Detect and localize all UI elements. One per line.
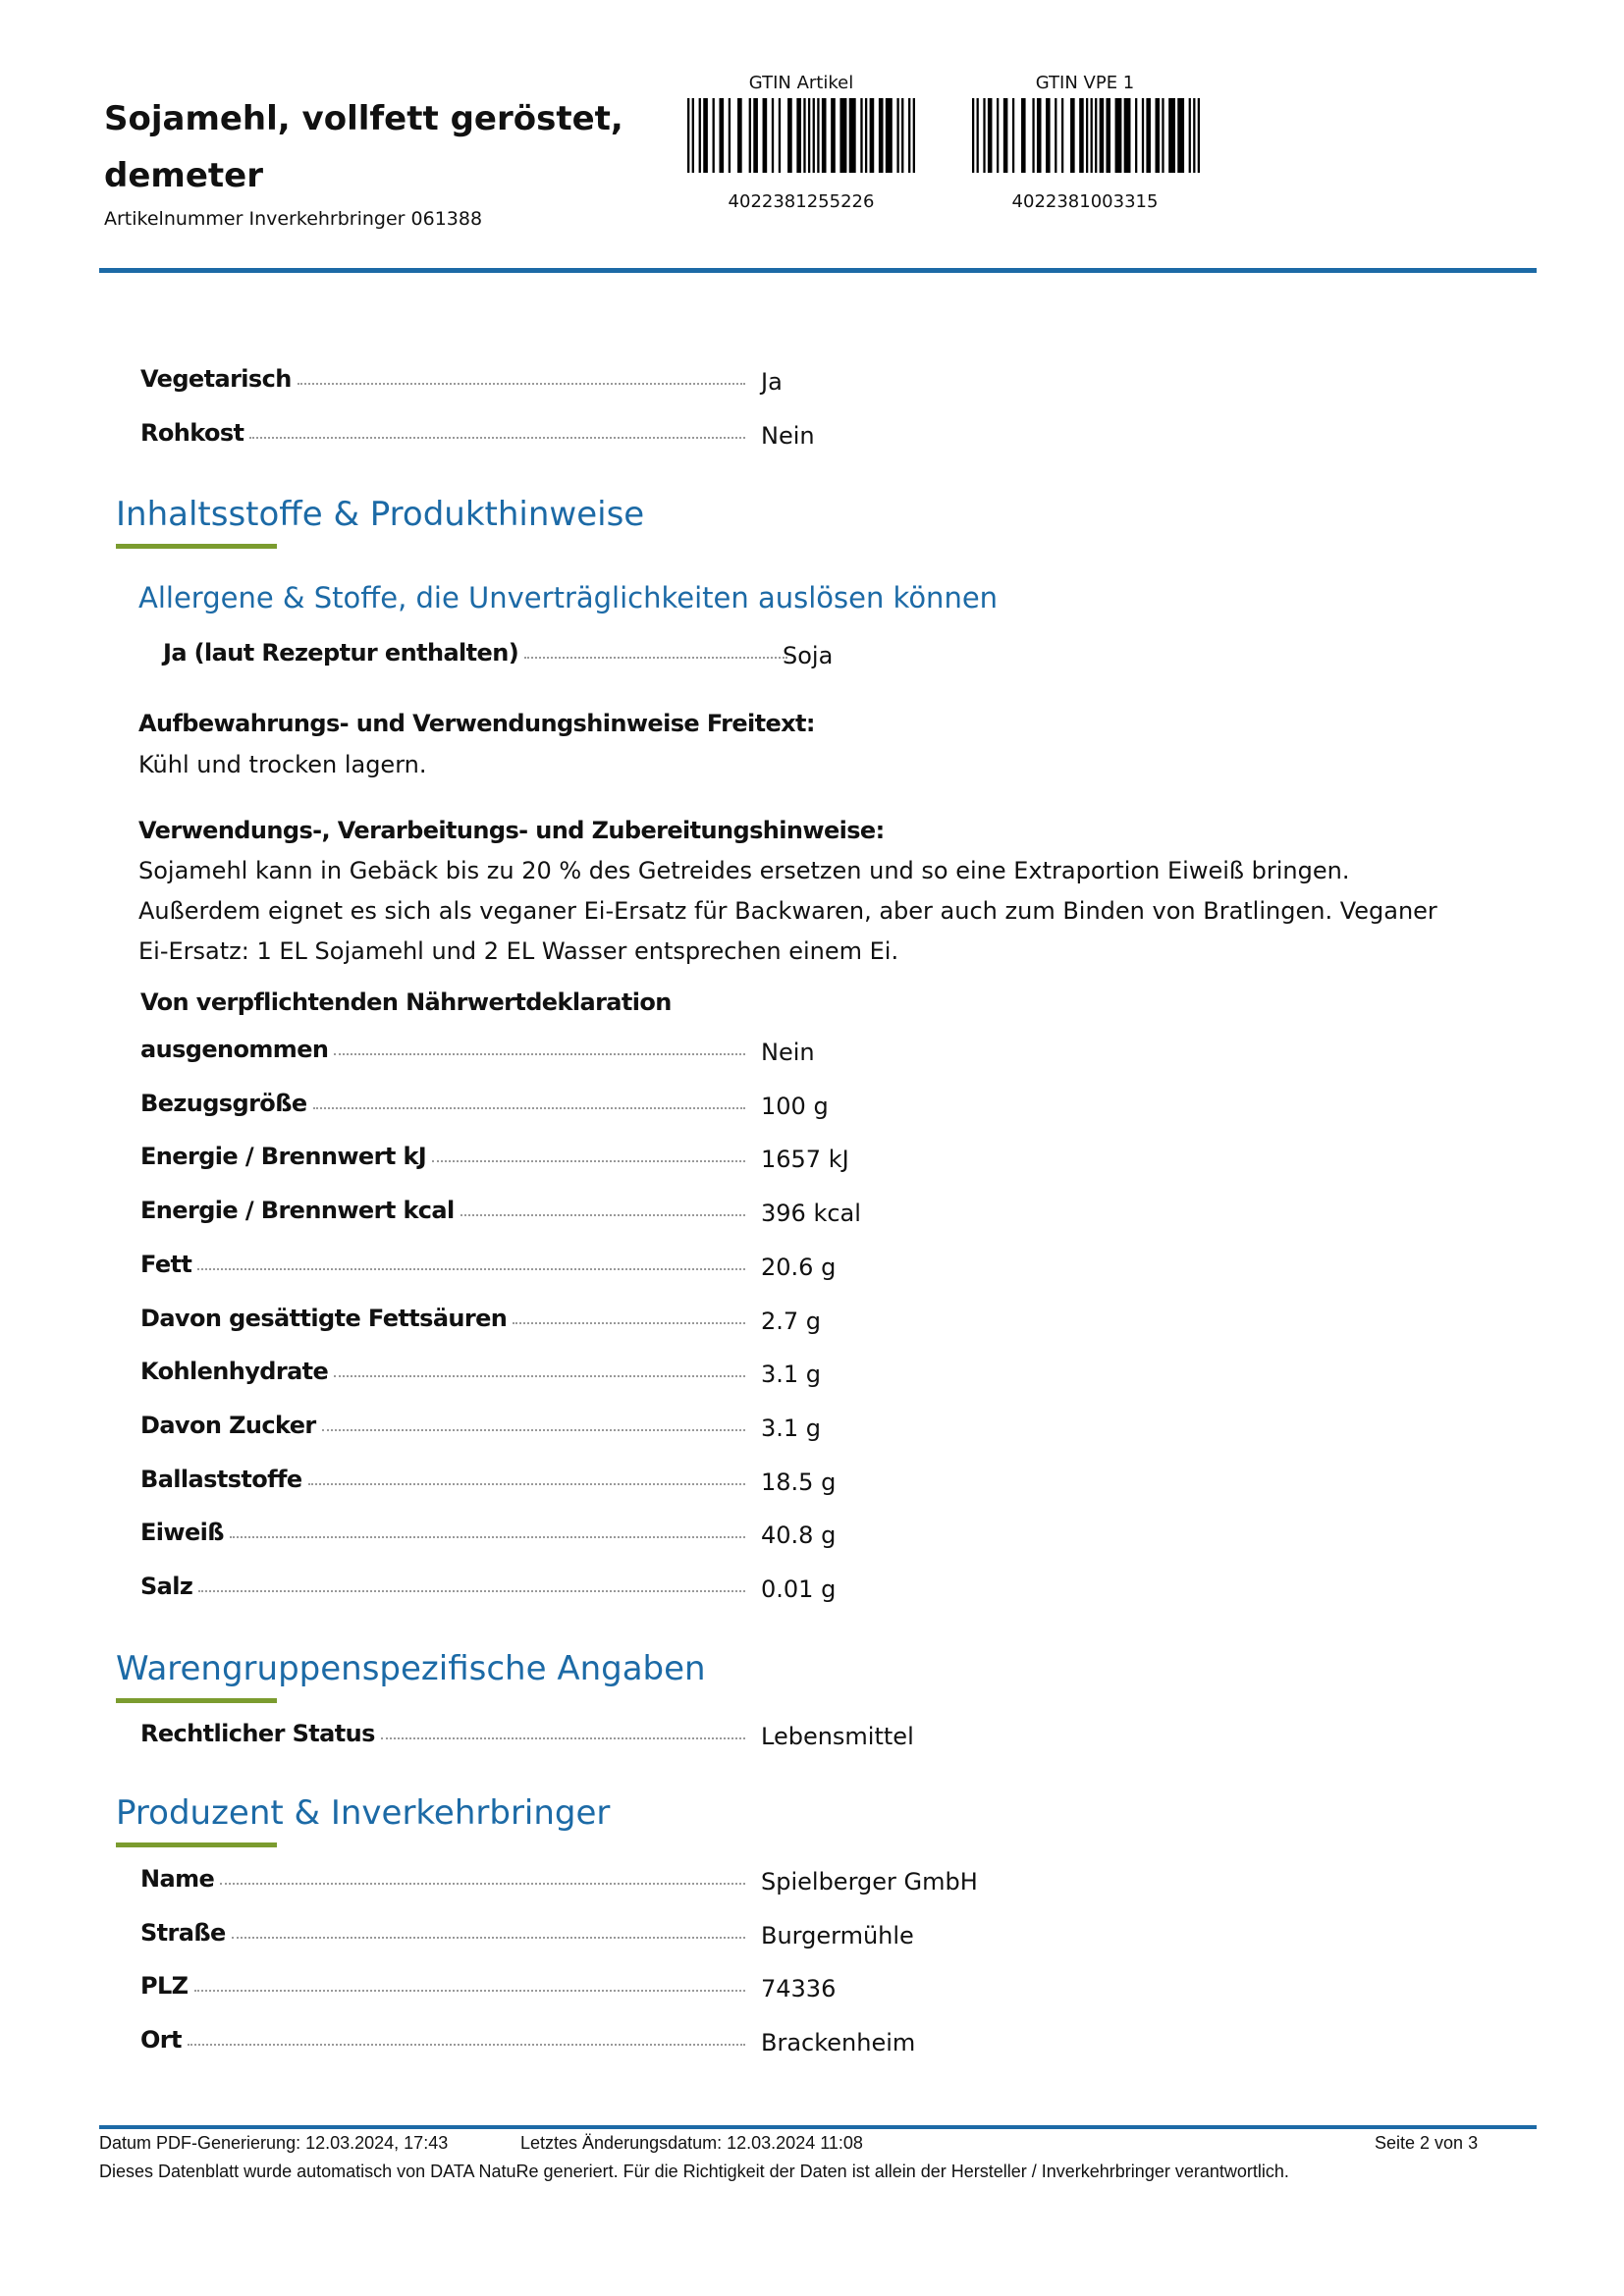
dot-leader (334, 1036, 745, 1055)
data-row (140, 1090, 749, 1125)
allergen-title: Allergene & Stoffe, die Unverträglichkeiten auslösen können (138, 581, 999, 614)
row-value: Brackenheim (761, 2029, 916, 2057)
row-value: Soja (783, 642, 834, 669)
row-label: Energie / Brennwert kcal (140, 1197, 455, 1225)
data-row (140, 1573, 749, 1608)
row-value: 3.1 g (761, 1414, 822, 1442)
row-value: Spielberger GmbH (761, 1868, 978, 1896)
dot-leader (249, 419, 745, 439)
data-row (140, 1519, 749, 1554)
data-row (140, 1358, 749, 1393)
dot-leader (381, 1720, 745, 1739)
dot-leader (220, 1865, 745, 1885)
row-value: 100 g (761, 1092, 829, 1120)
dot-leader (197, 1251, 745, 1270)
row-value: Nein (761, 422, 815, 450)
row-label: Davon gesättigte Fettsäuren (140, 1304, 508, 1332)
article-number: Artikelnummer Inverkehrbringer 061388 (104, 208, 483, 230)
dot-leader (460, 1197, 745, 1216)
gtin-vpe-number: 4022381003315 (1011, 191, 1159, 212)
section-title-group: Warengruppenspezifische Angaben (116, 1649, 706, 1688)
row-value: Lebensmittel (761, 1723, 914, 1750)
row-legal-status (140, 1720, 749, 1755)
row-label: Name (140, 1865, 215, 1893)
data-row (140, 1466, 749, 1501)
dot-leader (513, 1305, 745, 1324)
dot-leader (198, 1573, 745, 1592)
footer-modified: Letztes Änderungsdatum: 12.03.2024 11:08 (520, 2133, 863, 2153)
row-label: Straße (140, 1918, 226, 1947)
usage-text-line: Ei-Ersatz: 1 EL Sojamehl und 2 EL Wasser entsprechen einem Ei. (138, 937, 899, 965)
gtin-article-number: 4022381255226 (728, 191, 875, 212)
dot-leader (230, 1519, 745, 1538)
dot-leader (194, 1972, 746, 1992)
row-value: Burgermühle (761, 1921, 914, 1949)
dot-leader (334, 1358, 745, 1377)
row-label: Ballaststoffe (140, 1465, 302, 1493)
data-row (140, 1197, 749, 1232)
gtin-article-label: GTIN Artikel (748, 73, 854, 93)
row-label: Energie / Brennwert kJ (140, 1143, 427, 1171)
row-label: Bezugsgröße (140, 1089, 307, 1117)
row-value: 20.6 g (761, 1253, 837, 1281)
dot-leader (322, 1412, 745, 1431)
dot-leader (432, 1143, 745, 1162)
nutrition-exempt-label: Von verpflichtenden Nährwertdeklaration (140, 988, 672, 1016)
section-underline (116, 544, 277, 549)
data-row (140, 2026, 749, 2061)
dot-leader (313, 1090, 745, 1109)
storage-heading: Aufbewahrungs- und Verwendungshinweise Freitext: (138, 710, 815, 737)
product-title-line2: demeter (104, 156, 263, 195)
row-value: 1657 kJ (761, 1146, 849, 1174)
row-label: Salz (140, 1573, 193, 1600)
usage-text-line: Sojamehl kann in Gebäck bis zu 20 % des Getreides ersetzen und so eine Extraportion Eiweiß bringen. (138, 857, 1350, 884)
row-value: 0.01 g (761, 1575, 837, 1603)
storage-text: Kühl und trocken lagern. (138, 751, 427, 778)
row-value: Nein (761, 1039, 815, 1066)
row-label: Eiweiß (140, 1519, 224, 1547)
row-label: PLZ (140, 1972, 189, 2001)
row-value: 40.8 g (761, 1522, 837, 1550)
data-row (140, 1251, 749, 1286)
data-row (140, 1305, 749, 1340)
row-label: Rohkost (140, 419, 244, 447)
row-vegetarisch (140, 365, 749, 400)
row-value: 18.5 g (761, 1468, 837, 1496)
data-row (140, 1865, 749, 1900)
data-row (140, 1972, 749, 2007)
row-value: 3.1 g (761, 1361, 822, 1389)
footer-disclaimer: Dieses Datenblatt wurde automatisch von DATA NatuRe generiert. Für die Richtigkeit der Daten ist allein der Hersteller / Inverkehrbringer verantwortlich. (99, 2162, 1289, 2181)
row-label: Davon Zucker (140, 1411, 316, 1439)
row-allergen (163, 639, 791, 674)
dot-leader (188, 2026, 745, 2046)
row-rohkost (140, 419, 749, 454)
row-label: Ja (laut Rezeptur enthalten) (163, 639, 519, 667)
dot-leader (308, 1466, 745, 1485)
data-row (140, 1919, 749, 1954)
section-title-ingredients: Inhaltsstoffe & Produkthinweise (116, 495, 645, 534)
footer-generated: Datum PDF-Generierung: 12.03.2024, 17:43 (99, 2133, 449, 2153)
dot-leader (232, 1919, 745, 1939)
usage-text-line: Außerdem eignet es sich als veganer Ei-Ersatz für Backwaren, aber auch zum Binden von Bratlingen. Veganer (138, 897, 1437, 925)
row-value: 2.7 g (761, 1307, 822, 1335)
gtin-article-barcode (687, 98, 915, 173)
section-title-producer: Produzent & Inverkehrbringer (116, 1793, 611, 1833)
gtin-vpe-label: GTIN VPE 1 (1035, 73, 1135, 93)
data-row (140, 1036, 749, 1071)
row-value: Ja (761, 368, 783, 396)
row-label: Rechtlicher Status (140, 1720, 375, 1747)
row-label: Vegetarisch (140, 365, 292, 393)
row-label: Ort (140, 2026, 182, 2055)
row-value: 74336 (761, 1975, 837, 2003)
footer-divider (99, 2125, 1537, 2129)
section-underline (116, 1698, 277, 1703)
section-underline (116, 1842, 277, 1847)
dot-leader (298, 365, 745, 385)
data-row (140, 1143, 749, 1178)
row-label: Fett (140, 1250, 192, 1278)
usage-heading: Verwendungs-, Verarbeitungs- und Zubereitungshinweise: (138, 817, 885, 844)
gtin-vpe-barcode (972, 98, 1200, 173)
data-row (140, 1412, 749, 1447)
row-label: ausgenommen (140, 1036, 329, 1063)
header-divider (99, 268, 1537, 273)
dot-leader (524, 639, 787, 659)
footer-page-number: Seite 2 von 3 (1375, 2133, 1479, 2153)
product-title-line1: Sojamehl, vollfett geröstet, (104, 99, 623, 138)
row-value: 396 kcal (761, 1200, 861, 1228)
row-label: Kohlenhydrate (140, 1358, 329, 1386)
